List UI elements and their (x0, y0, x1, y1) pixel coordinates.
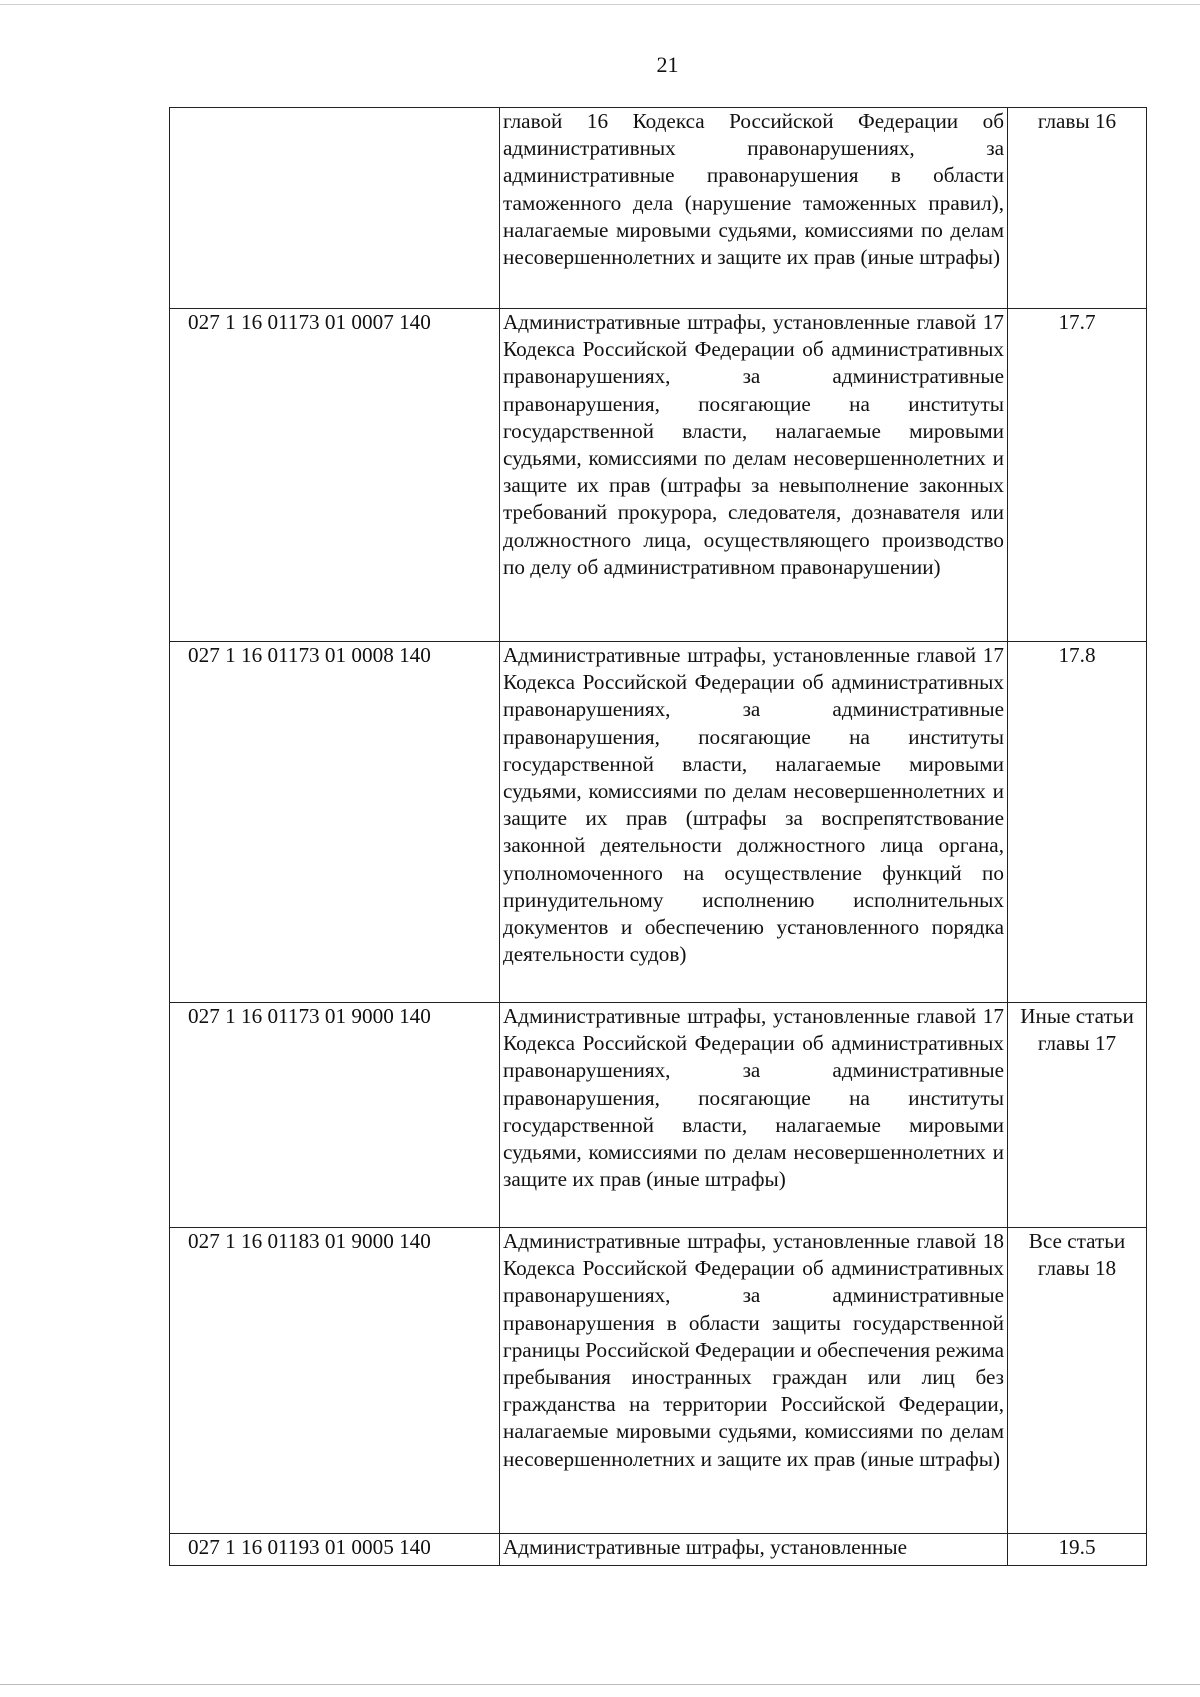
article-cell: 19.5 (1008, 1534, 1147, 1566)
description-cell: Административные штрафы, установленные главой 17 Кодекса Российской Федерации об административных правонарушениях, за административные правонарушения, посягающие на институты государственной власти, налагаемые мировыми судьями, комиссиями по делам несовершеннолетних и защите их прав (штрафы за невыполнение законных требований прокурора, следователя, дознавателя или должностного лица, осуществляющего производство по делу об административном правонарушении) (500, 309, 1008, 642)
description-cell: главой 16 Кодекса Российской Федерации об административных правонарушениях, за административные правонарушения в области таможенного дела (нарушение таможенных правил), налагаемые мировыми судьями, комиссиями по делам несовершеннолетних и защите их прав (иные штрафы) (500, 108, 1008, 309)
table-row (170, 309, 1147, 642)
article-cell: Все статьи главы 18 (1008, 1228, 1147, 1534)
revenue-codes-table (169, 107, 1147, 1566)
kbk-code-cell: 027 1 16 01173 01 9000 140 (170, 1003, 500, 1228)
description-cell: Административные штрафы, установленные главой 18 Кодекса Российской Федерации об административных правонарушениях, за административные правонарушения в области защиты государственной границы Российской Федерации и обеспечения режима пребывания иностранных граждан или лиц без гражданства на территории Российской Федерации, налагаемые мировыми судьями, комиссиями по делам несовершеннолетних и защите их прав (иные штрафы) (500, 1228, 1008, 1534)
table-row (170, 108, 1147, 309)
kbk-code-cell: 027 1 16 01173 01 0008 140 (170, 642, 500, 1003)
kbk-code-cell (170, 108, 500, 309)
scan-top-edge (0, 4, 1200, 5)
description-cell: Административные штрафы, установленные главой 17 Кодекса Российской Федерации об административных правонарушениях, за административные правонарушения, посягающие на институты государственной власти, налагаемые мировыми судьями, комиссиями по делам несовершеннолетних и защите их прав (иные штрафы) (500, 1003, 1008, 1228)
table-row (170, 1228, 1147, 1534)
table-row (170, 1534, 1147, 1566)
scan-bottom-edge (0, 1684, 1200, 1685)
description-cell: Административные штрафы, установленные (500, 1534, 1008, 1566)
article-cell: Иные статьи главы 17 (1008, 1003, 1147, 1228)
article-cell: 17.7 (1008, 309, 1147, 642)
article-cell: 17.8 (1008, 642, 1147, 1003)
table-row (170, 1003, 1147, 1228)
article-cell: главы 16 (1008, 108, 1147, 309)
table-row (170, 642, 1147, 1003)
description-cell: Административные штрафы, установленные главой 17 Кодекса Российской Федерации об административных правонарушениях, за административные правонарушения, посягающие на институты государственной власти, налагаемые мировыми судьями, комиссиями по делам несовершеннолетних и защите их прав (штрафы за воспрепятствование законной деятельности должностного лица органа, уполномоченного на осуществление функций по принудительному исполнению исполнительных документов и обеспечению установленного порядка деятельности судов) (500, 642, 1008, 1003)
page-number: 21 (656, 52, 679, 77)
kbk-code-cell: 027 1 16 01173 01 0007 140 (170, 309, 500, 642)
kbk-code-cell: 027 1 16 01193 01 0005 140 (170, 1534, 500, 1566)
kbk-code-cell: 027 1 16 01183 01 9000 140 (170, 1228, 500, 1534)
